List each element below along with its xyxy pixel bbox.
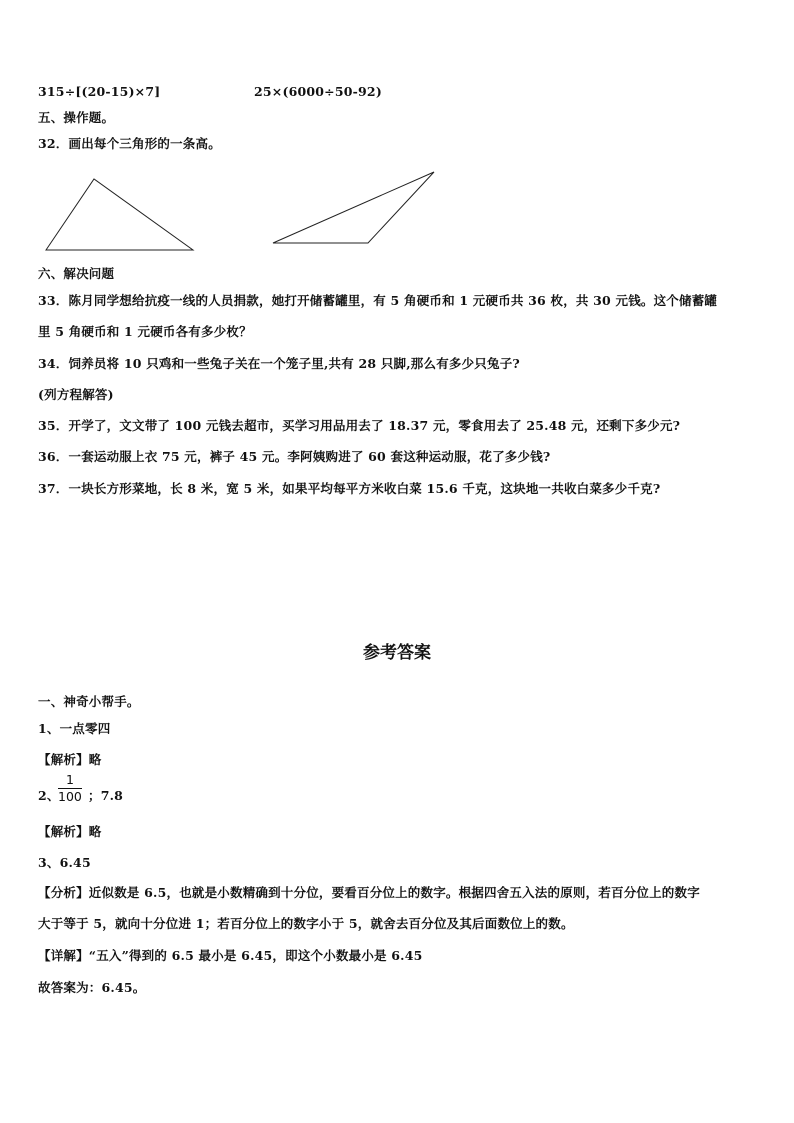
- answer-3: 3、6.45: [38, 855, 91, 870]
- answer-2-analysis: 【解析】略: [38, 824, 102, 839]
- answer-3-analysis-line1: 【分析】近似数是 6.5，也就是小数精确到十分位，要看百分位上的数字。根据四舍五入法的原则，若百分位上的数字: [38, 885, 700, 900]
- fraction-denominator: 100: [58, 789, 82, 804]
- expression-2: 25×(6000÷50-92): [254, 84, 382, 99]
- answer-3-analysis-line2: 大于等于 5，就向十分位进 1；若百分位上的数字小于 5，就舍去百分位及其后面数位上的数。: [38, 916, 574, 931]
- answers-title: 参考答案: [363, 643, 431, 663]
- section-5-heading: 五、操作题。: [38, 110, 115, 125]
- question-36: 36．一套运动服上衣 75 元，裤子 45 元。李阿姨购进了 60 套这种运动服，花了多少钱?: [38, 449, 551, 464]
- question-33-line2: 里 5 角硬币和 1 元硬币各有多少枚？: [38, 324, 252, 339]
- answer-2-suffix: ；7.8: [88, 788, 124, 803]
- answer-1-analysis: 【解析】略: [38, 752, 102, 767]
- question-34-note: (列方程解答): [38, 387, 114, 402]
- question-34: 34．饲养员将 10 只鸡和一些兔子关在一个笼子里,共有 28 只脚,那么有多少只兔子?: [38, 356, 520, 371]
- answer-2-fraction: [58, 772, 82, 805]
- fraction-numerator: 1: [58, 772, 82, 789]
- answer-3-conclusion: 故答案为：6.45。: [38, 980, 146, 995]
- expression-1: 315÷[(20-15)×7]: [38, 84, 161, 99]
- answer-3-detail: 【详解】“五入”得到的 6.5 最小是 6.45，即这个小数最小是 6.45: [38, 948, 423, 963]
- question-32: 32．画出每个三角形的一条高。: [38, 136, 221, 151]
- triangle-1: [46, 179, 193, 250]
- triangle-2: [273, 172, 434, 243]
- question-37: 37．一块长方形菜地，长 8 米，宽 5 米，如果平均每平方米收白菜 15.6 千克，这块地一共收白菜多少千克?: [38, 481, 661, 496]
- question-35: 35．开学了，文文带了 100 元钱去超市，买学习用品用去了 18.37 元，零食用去了 25.48 元，还剩下多少元?: [38, 418, 681, 433]
- answers-section-1-heading: 一、神奇小帮手。: [38, 694, 140, 709]
- question-33-line1: 33．陈月同学想给抗疫一线的人员捐款，她打开储蓄罐里，有 5 角硬币和 1 元硬币共 36 枚，共 30 元钱。这个储蓄罐: [38, 293, 718, 308]
- answer-2-prefix: 2、: [38, 788, 60, 803]
- section-6-heading: 六、解决问题: [38, 266, 115, 281]
- answer-1: 1、一点零四: [38, 721, 111, 736]
